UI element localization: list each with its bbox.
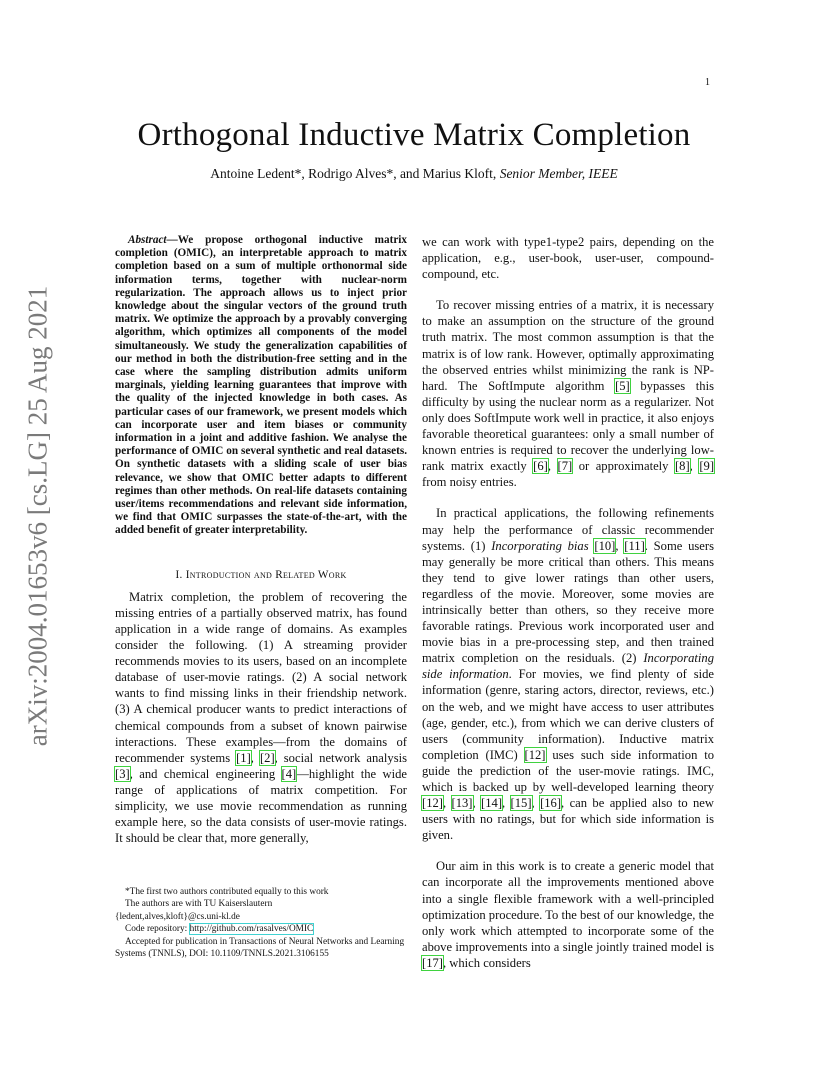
- left-column: [115, 234, 407, 861]
- text-run: ,: [502, 796, 511, 811]
- footnotes: [115, 886, 407, 960]
- text-run: or approximately: [572, 459, 675, 474]
- text-run: Our aim in this work is to create a generic model that can incorporate all the improvements mentioned above into a single flexible framework with a well-principled optimization procedure. To the best of our knowledge, the only work which attempted to incorporate some of the above improvements into a single jointly trained model is: [422, 859, 714, 954]
- text-run: ,: [689, 459, 700, 474]
- arxiv-stamp[interactable]: [18, 266, 58, 766]
- abstract-label: Abstract: [128, 234, 167, 246]
- citation-link[interactable]: [16]: [540, 796, 562, 811]
- text-run: we can work with type1-type2 pairs, depending on the application, e.g., user-book, user-user, compound-compound, etc.: [422, 235, 714, 282]
- author-names: Antoine Ledent*, Rodrigo Alves*, and Marius Kloft,: [210, 166, 500, 181]
- text-run: ,: [547, 459, 558, 474]
- intro-paragraph: [115, 589, 407, 847]
- footnote-code-label: Code repository:: [125, 924, 190, 935]
- citation-link[interactable]: [4]: [281, 766, 297, 781]
- text-run: Matrix completion, the problem of recovering the missing entries of a partially observed matrix, has found application in a wide range of domains. As examples consider the following. (1) A streaming provider recommends movies to its users, based on an incomplete database of user-movie ratings. (2) A social network wants to find missing links in their friendship network. (3) A chemical producer wants to predict interactions of chemical compounds from a subset of known pairwise interactions. These examples—from the domains of recommender systems: [115, 589, 407, 765]
- page-number: 1: [705, 77, 710, 88]
- arxiv-stamp-text: arXiv:2004.01653v6 [cs.LG] 25 Aug 2021: [22, 285, 53, 747]
- footnote-equal-contribution: *The first two authors contributed equally to this work: [125, 887, 329, 897]
- author-membership: Senior Member, IEEE: [499, 166, 618, 181]
- section-number: I.: [175, 568, 186, 581]
- text-run: In practical applications, the following refinements may help the performance of classic recommender systems. (1): [422, 506, 714, 553]
- aim-paragraph: [422, 858, 714, 971]
- text-run: ,: [472, 796, 482, 811]
- citation-link[interactable]: [11]: [624, 538, 645, 553]
- text-run: . For movies, we find plenty of side information (genre, staring actors, director, reviews, etc.) on the web, and we might have access to user attributes (age, gender, etc.), from which we can derive clusters of users (community information). Inductive matrix completion (IMC): [422, 667, 714, 762]
- right-column: [422, 234, 714, 986]
- footnote-affiliation: The authors are with TU Kaiserslautern: [125, 899, 273, 910]
- footnote-publication: Accepted for publication in Transactions of Neural Networks and Learning Systems (TNNLS), DOI: 10.1109/TNNLS.2021.3106155: [115, 936, 405, 960]
- citation-link[interactable]: [10]: [594, 538, 616, 553]
- citation-link[interactable]: [2]: [259, 750, 275, 765]
- citation-link[interactable]: [14]: [481, 796, 503, 811]
- text-run: ,: [615, 538, 625, 553]
- refinements-paragraph: [422, 505, 714, 843]
- text-run: , social network analysis: [274, 750, 407, 765]
- citation-link[interactable]: [13]: [451, 796, 473, 811]
- text-run: bypasses this difficulty by using the nuclear norm as a regularizer. Not only does SoftImpute work well in practice, it also enjoys favorable theoretical guarantees: only a small number of known entries is required to recover the underlying low-rank matrix exactly: [422, 378, 714, 474]
- text-run: . Some users may generally be more critical than others. This means they tend to give lower ratings than other users, regardless of the movie. Moreover, some movies are intrinsically better than others, so they receive more favorable ratings. Previous work incorporated user and movie bias in a pre-processing step, and then trained matrix completion on the residuals. (2): [422, 538, 714, 666]
- citation-link[interactable]: [6]: [533, 459, 548, 474]
- text-run: uses such side information to guide the prediction of the user-movie ratings. IMC, which is backed up by well-developed learning theory: [422, 747, 714, 794]
- author-line: [0, 166, 828, 182]
- citation-link[interactable]: [17]: [422, 955, 443, 970]
- continued-paragraph: [422, 234, 714, 282]
- citation-link[interactable]: [7]: [557, 459, 573, 474]
- abstract: [115, 234, 407, 538]
- citation-link[interactable]: [12]: [422, 796, 443, 811]
- text-run: , and chemical engineering: [129, 766, 282, 781]
- emphasis: Incorporating side information: [422, 651, 714, 682]
- text-run: from noisy entries.: [422, 475, 517, 490]
- paper-title: Orthogonal Inductive Matrix Completion: [137, 117, 691, 153]
- section-heading: [115, 567, 407, 583]
- code-repository-link[interactable]: http://github.com/rasalves/OMIC: [189, 924, 314, 935]
- citation-link[interactable]: [9]: [699, 459, 715, 474]
- footnote-code: [115, 923, 407, 935]
- citation-link[interactable]: [15]: [510, 796, 532, 811]
- citation-link[interactable]: [1]: [236, 750, 251, 765]
- citation-link[interactable]: [12]: [524, 747, 546, 762]
- text-run: —highlight the wide range of applications of matrix competition. For simplicity, we use movie recommendation as running example here, so the data consists of user-movie ratings. It should be clear that, more generally,: [115, 766, 407, 846]
- text-run: , which considers: [442, 955, 531, 970]
- text-run: To recover missing entries of a matrix, it is necessary to make an assumption on the structure of the ground truth matrix. The most common assumption is that the matrix is of low rank. However, optimally approximating the observed entries whilst minimizing the rank is NP-hard. The SoftImpute algorithm: [422, 298, 714, 393]
- text-run: , can be applied also to new users with no ratings, but for which side information is given.: [422, 796, 714, 843]
- citation-link[interactable]: [5]: [615, 378, 630, 393]
- footnote-emails: {ledent,alves,kloft}@cs.uni-kl.de: [115, 911, 240, 922]
- text-run: ,: [531, 796, 541, 811]
- section-title: Introduction and Related Work: [185, 568, 347, 581]
- citation-link[interactable]: [3]: [115, 766, 130, 781]
- low-rank-paragraph: [422, 297, 714, 490]
- text-run: ,: [250, 750, 260, 765]
- citation-link[interactable]: [8]: [674, 459, 690, 474]
- emphasis: Incorporating bias: [491, 538, 589, 553]
- abstract-text: —We propose orthogonal inductive matrix completion (OMIC), an interpretable approach to matrix completion based on a sum of multiple orthonormal side information terms, together with nuclear-norm regularization. The approach allows us to inject prior knowledge about the singular vectors of the ground truth matrix. We optimize the approach by a provably converging algorithm, which optimizes all components of the model simultaneously. We study the generalization capabilities of our method in both the distribution-free setting and in the case where the sampling distribution admits uniform marginals, yielding learning guarantees that improve with the quality of the injected knowledge in both cases. As particular cases of our framework, we present models which can incorporate user and item biases or community information in a joint and additive fashion. We analyse the performance of OMIC on several synthetic and real datasets. On synthetic datasets with a sliding scale of user bias relevance, we show that OMIC better adapts to different regimes than other methods. On real-life datasets containing user/items recommendations and relevant side information, we find that OMIC surpasses the state-of-the-art, with the added benefit of greater interpretability.: [115, 234, 407, 537]
- text-run: ,: [442, 796, 452, 811]
